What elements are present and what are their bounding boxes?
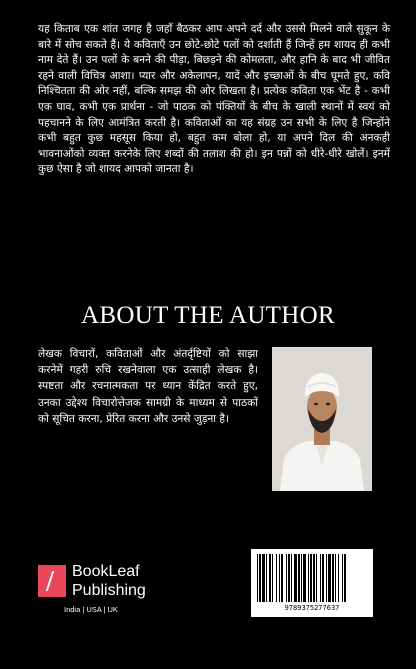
- isbn-number: 9789375277637: [284, 604, 340, 612]
- publisher-name-line2: Publishing: [72, 582, 146, 599]
- author-bio: लेखक विचारों, कविताओं और अंतर्दृष्टियों को साझा करनेमें गहरी रुचि रखनेवाला एक उत्साही लेखक है। स्पष्टता और रचनात्मकता पर ध्यान केंद्रित करते हुए, उनका उद्देश्य विचारोत्तेजक सामग्री के माध्यम से पाठकों को सूचित करना, प्रेरित करना और उनसे जुड़ना है।: [38, 348, 258, 425]
- isbn-barcode: [251, 549, 373, 617]
- author-portrait-image: [272, 347, 372, 491]
- author-photo: [272, 347, 372, 491]
- publisher-name-line1: BookLeaf: [72, 563, 140, 580]
- barcode-icon: [257, 554, 367, 602]
- bookleaf-logo-icon: [38, 565, 66, 597]
- back-cover-blurb: यह किताब एक शांत जगह है जहाँ बैठकर आप अपने दर्द और उससे मिलने वाले सुकून के बारे में सोच सकते हैं। ये कविताएँ उन छोटे-छोटे पलों को दर्शाती हैं जिन्हें हम शायद ही कभी नाम देते हैं। उन पलों के बनने की पीड़ा, बिछड़ने की कोमलता, और हानि के बाद भी जीवित रहने वाली विचित्र आशा। प्यार और अकेलापन, यादें और इच्छाओं के बीच घूमते हुए, कवि निश्चितता की ओर नहीं, बल्कि समझ की ओर लिखता है। प्रत्येक कविता एक भेंट है - कभी एक घाव, कभी एक प्रार्थना - जो पाठक को पंक्तियों के बीच के खाली स्थानों में स्वयं को पहचानने के लिए आमंत्रित करती है। कविताओं का यह संग्रह उन सभी के लिए है जिन्होंने कभी बहुत कुछ महसूस किया हो, बहुत कम बोला हो, या अपने दिल की अनकही भावनाओंको व्यक्त करनेके लिए शब्दों की तलाश की हो। इन पन्नों को धीरे-धीरे खोलें। इनमें कुछ ऐसा है जो शायद आपको जानता है।: [38, 23, 390, 176]
- publisher-logo: [38, 562, 198, 622]
- about-author-heading: ABOUT THE AUTHOR: [81, 302, 335, 329]
- publisher-tagline: India | USA | UK: [64, 605, 118, 614]
